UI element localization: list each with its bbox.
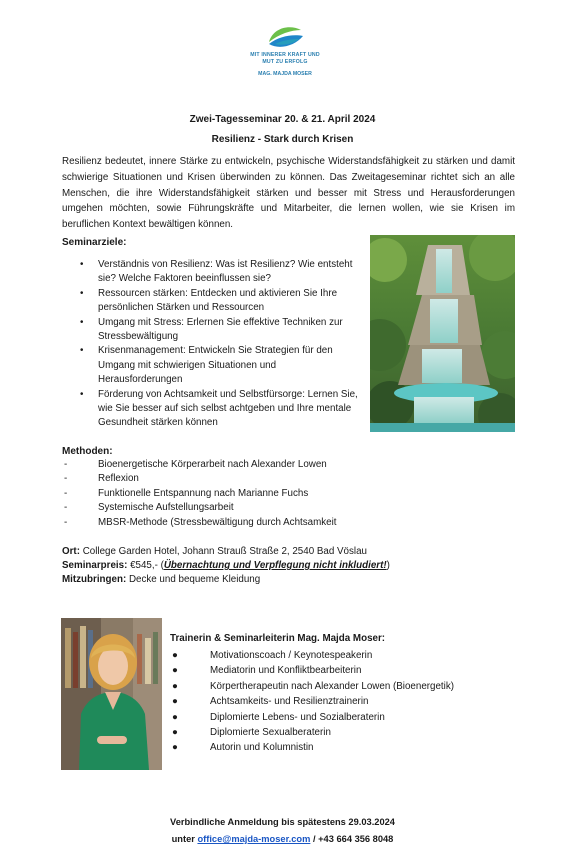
- list-item: ● Achtsamkeits- und Resilienztrainerin: [172, 696, 369, 708]
- list-item: ● Motivationscoach / Keynotespeakerin: [172, 650, 373, 661]
- list-item: - Bioenergetische Körperarbeit nach Alexander Lowen: [64, 459, 327, 470]
- list-item: ● Autorin und Kolumnistin: [172, 742, 314, 754]
- price-line: Seminarpreis: €545,- (Übernachtung und Verpflegung nicht inkludiert!): [62, 560, 390, 571]
- list-item: • Umgang mit Stress: Erlernen Sie effektive Techniken zur Stressbewältigung: [80, 316, 343, 343]
- registration-deadline: Verbindliche Anmeldung bis spätestens 29.03.2024: [170, 817, 395, 827]
- list-item: - Reflexion: [64, 473, 139, 485]
- seminar-subtitle: Resilienz - Stark durch Krisen: [211, 134, 354, 145]
- list-item: ● Körpertherapeutin nach Alexander Lowen (Bioenergetik): [172, 680, 454, 692]
- logo-tagline-2: MUT ZU ERFOLG: [262, 58, 308, 65]
- waterfall-photo: [370, 235, 515, 432]
- trainer-portrait-photo: [61, 618, 162, 770]
- trainer-roles-list: [172, 648, 454, 756]
- list-item: - MBSR-Methode (Stressbewältigung durch Achtsamkeit: [64, 516, 337, 528]
- goals-heading: Seminarziele:: [62, 237, 127, 248]
- logo-name: MAG. MAJDA MOSER: [258, 71, 312, 77]
- list-item: • Krisenmanagement: Entwickeln Sie Strategien für den Umgang mit schwierigen Situationen und Herausforderungen: [80, 345, 333, 386]
- list-item: • Verständnis von Resilienz: Was ist Resilienz? Wie entsteht sie? Welche Faktoren beeinflussen sie?: [80, 259, 353, 285]
- trainer-heading: Trainerin & Seminarleiterin Mag. Majda Moser:: [170, 633, 386, 644]
- email-link[interactable]: office@majda-moser.com: [197, 834, 311, 844]
- list-item: - Systemische Aufstellungsarbeit: [64, 502, 234, 514]
- methods-heading: Methoden:: [62, 446, 113, 457]
- logo-tagline-1: MIT INNERER KRAFT UND: [250, 52, 320, 58]
- logo: [230, 24, 340, 77]
- intro-paragraph: Resilienz bedeutet, innere Stärke zu entwickeln, psychische Widerstandsfähigkeit zu stärken und damit schwierige Situationen und Krisen überwinden zu können. Das Zweitageseminar richtet sich an alle Menschen, die ihre Widerstandsfähigkeit stärken und besser mit Stress und Herausforderungen umgehen möchten, sowie Führungskräfte und Mitarbeiter, die lernen wollen, wie sie Krisen im beruflichen Kontext bewältigen können.: [62, 156, 515, 231]
- list-item: ● Diplomierte Sexualberaterin: [172, 727, 331, 739]
- methods-list: [62, 458, 337, 530]
- leaf-logo-icon: [265, 24, 305, 52]
- list-item: • Förderung von Achtsamkeit und Selbstfürsorge: Lernen Sie, wie Sie besser auf sich selbst achtgeben und Ihre mentale Gesundheit stärken können: [80, 388, 358, 429]
- location-line: Ort: College Garden Hotel, Johann Strauß Straße 2, 2540 Bad Vöslau: [62, 546, 367, 557]
- list-item: ● Diplomierte Lebens- und Sozialberaterin: [172, 711, 385, 723]
- list-item: ● Mediatorin und Konfliktbearbeiterin: [172, 665, 362, 677]
- contact-line: unter office@majda-moser.com / +43 664 356 8048: [171, 834, 394, 844]
- list-item: - Funktionelle Entspannung nach Marianne Fuchs: [64, 487, 309, 499]
- bring-line: Mitzubringen: Decke und bequeme Kleidung: [62, 574, 261, 585]
- goals-list: [80, 258, 360, 431]
- list-item: • Ressourcen stärken: Entdecken und aktivieren Sie Ihre persönlichen Stärken und Ressourcen: [80, 287, 338, 314]
- seminar-date-title: Zwei-Tagesseminar 20. & 21. April 2024: [189, 114, 376, 125]
